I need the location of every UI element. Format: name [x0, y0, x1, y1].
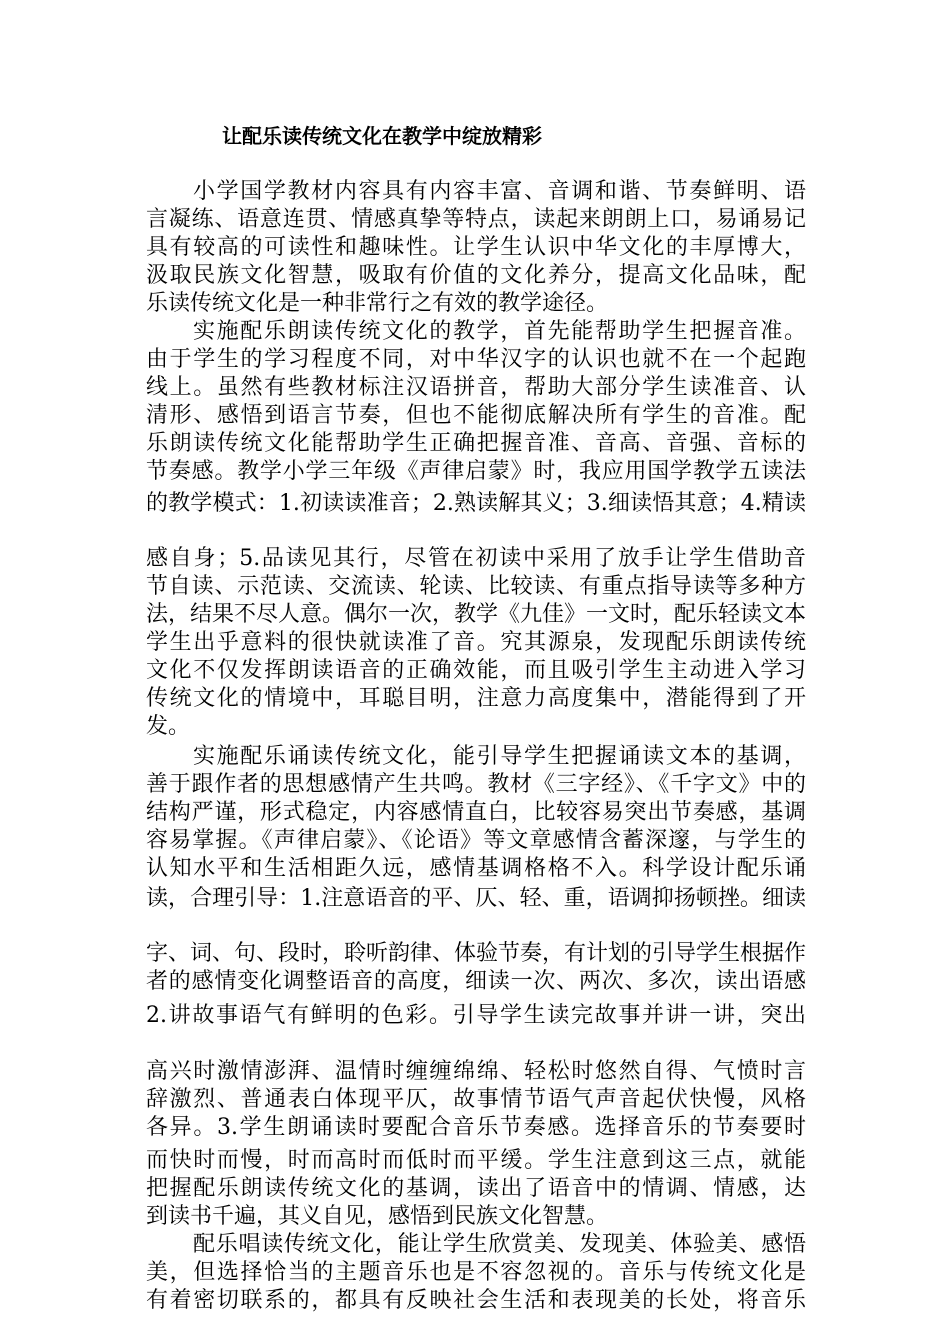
text-line: 感自身；5.品读见其行，尽管在初读中采用了放手让学生借助音 — [146, 546, 806, 571]
text-line: 字、词、句、段时，聆听韵律、体验节奏，有计划的引导学生根据作 — [146, 941, 807, 966]
text-line: 2.讲故事语气有鲜明的色彩。引导学生读完故事并讲一讲，突出 — [146, 1003, 806, 1028]
text-line: 到读书千遍，其义自见，感悟到民族文化智慧。 — [146, 1204, 609, 1229]
text-line: 文化不仅发挥朗读语音的正确效能，而且吸引学生主动进入学习 — [146, 658, 806, 683]
text-line: 由于学生的学习程度不同，对中华汉字的认识也就不在一个起跑 — [146, 347, 806, 372]
text-line: 实施配乐朗读传统文化的教学，首先能帮助学生把握音准。 — [193, 319, 806, 344]
text-line: 容易掌握。《声律启蒙》、《论语》等文章感情含蓄深邃，与学生的 — [146, 828, 806, 853]
text-line: 传统文化的情境中，耳聪目明，注意力高度集中，潜能得到了开 — [146, 686, 806, 711]
text-line: 法，结果不尽人意。偶尔一次，教学《九佳》一文时，配乐轻读文本 — [146, 602, 807, 627]
text-line: 乐朗读传统文化能帮助学生正确把握音准、音高、音强、音标的 — [146, 431, 806, 456]
text-line: 学生出乎意料的很快就读准了音。究其源泉，发现配乐朗读传统 — [146, 630, 806, 655]
text-line: 配乐唱读传统文化，能让学生欣赏美、发现美、体验美、感悟 — [193, 1232, 806, 1257]
text-line: 的教学模式：1.初读读准音；2.熟读解其义；3.细读悟其意；4.精读 — [146, 491, 806, 516]
text-line: 各异。3.学生朗诵读时要配合音乐节奏感。选择音乐的节奏要时 — [146, 1115, 806, 1140]
text-line: 美，但选择恰当的主题音乐也是不容忽视的。音乐与传统文化是 — [146, 1260, 806, 1285]
text-line: 读，合理引导：1.注意语音的平、仄、轻、重，语调抑扬顿挫。细读 — [146, 886, 806, 911]
text-line: 把握配乐朗读传统文化的基调，读出了语音中的情调、情感，达 — [146, 1176, 806, 1201]
text-line: 者的感情变化调整语音的高度，细读一次、两次、多次，读出语感 — [146, 969, 806, 994]
text-line: 具有较高的可读性和趣味性。让学生认识中华文化的丰厚博大， — [146, 235, 806, 260]
text-line: 线上。虽然有些教材标注汉语拼音，帮助大部分学生读准音、认 — [146, 375, 806, 400]
text-line: 认知水平和生活相距久远，感情基调格格不入。科学设计配乐诵 — [146, 856, 806, 881]
document-title: 让配乐读传统文化在教学中绽放精彩 — [222, 124, 542, 148]
text-line: 节自读、示范读、交流读、轮读、比较读、有重点指导读等多种方 — [146, 574, 806, 599]
text-line: 辞激烈、普通表白体现平仄，故事情节语气声音起伏快慢，风格 — [146, 1087, 806, 1112]
text-line: 高兴时激情澎湃、温情时缠缠绵绵、轻松时悠然自得、气愤时言 — [146, 1059, 806, 1084]
text-line: 节奏感。教学小学三年级《声律启蒙》时，我应用国学教学五读法 — [146, 459, 806, 484]
text-line: 言凝练、语意连贯、情感真挚等特点，读起来朗朗上口，易诵易记 — [146, 207, 806, 232]
text-line: 发。 — [146, 714, 191, 739]
text-line: 小学国学教材内容具有内容丰富、音调和谐、节奏鲜明、语 — [193, 179, 806, 204]
text-line: 结构严谨，形式稳定，内容感情直白，比较容易突出节奏感，基调 — [146, 800, 806, 825]
text-line: 而快时而慢，时而高时而低时而平缓。学生注意到这三点，就能 — [146, 1148, 806, 1173]
text-line: 清形、感悟到语言节奏，但也不能彻底解决所有学生的音准。配 — [146, 403, 806, 428]
text-line: 善于跟作者的思想感情产生共鸣。教材《三字经》、《千字文》中的 — [146, 772, 806, 797]
text-line: 实施配乐诵读传统文化，能引导学生把握诵读文本的基调， — [193, 744, 806, 769]
text-line: 有着密切联系的，都具有反映社会生活和表现美的长处，将音乐 — [146, 1288, 806, 1313]
text-line: 汲取民族文化智慧，吸取有价值的文化养分，提高文化品味，配 — [146, 263, 806, 288]
text-line: 乐读传统文化是一种非常行之有效的教学途径。 — [146, 291, 609, 316]
